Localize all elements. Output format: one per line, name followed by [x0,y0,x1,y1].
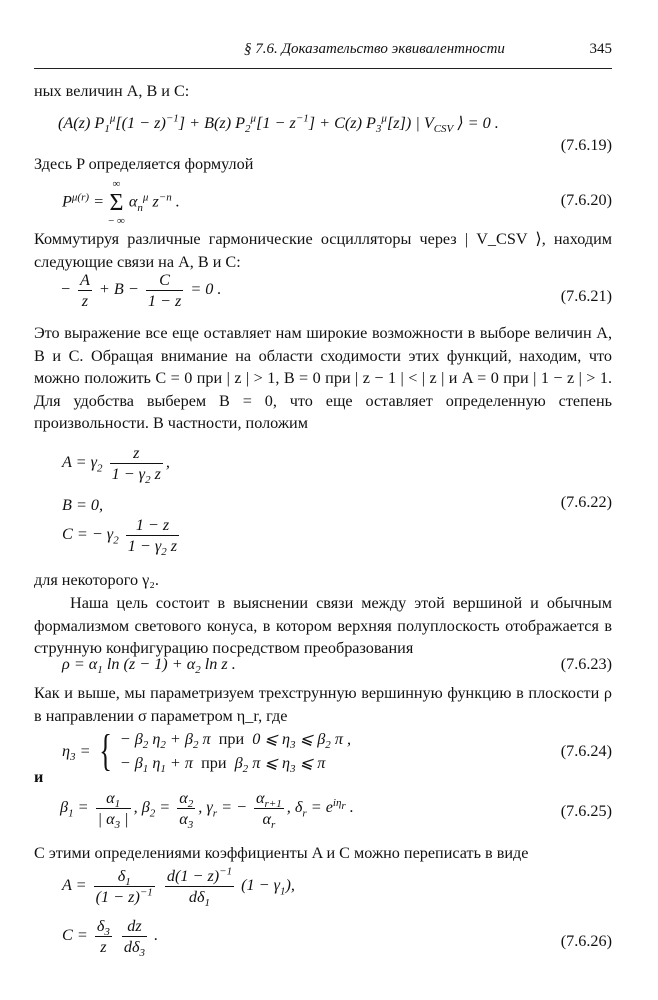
equation-7-6-22-b: B = 0, [62,496,104,514]
paragraph-3: Коммутируя различные гармонические осцилляторы через | V_CSV ⟩, находим следующие связи на A, B и C: [34,230,612,271]
equation-7-6-19: (A(z) $P_1^\mu[(1 - z)^{-1}] + B(z) P_2^\mu[1 - z^{-1}] + C(z)$ $P_3^\mu[z]$) | $V_{CSV}$ ⟩ = 0 . [58,112,499,136]
equation-7-6-26-b: C = $\frac{\delta_3}{z}$ $\frac{dz}{d\delta_3}$ . [62,917,159,960]
equation-7-6-22-c: C = − $\gamma_2$ $\frac{1 - z}{1 - \gamma_2 z}$ [62,516,178,559]
equation-number: (7.6.25) [560,802,612,820]
equation-7-6-24: $\eta_3$ = { − $\beta_2$ $\eta_2 + \beta_2$ π при 0 ⩽ $\eta_3$ ⩽ $\beta_2$ π , − $\beta_1$ $\eta_1 + \pi$ при $\beta_2$ π ⩽ $\eta_3$ ⩽ π [62,725,352,776]
paragraph-8: и [34,768,44,786]
paragraph-9: С этими определениями коэффициенты A и C можно переписать в виде [34,844,529,862]
running-head: § 7.6. Доказательство эквивалентности [244,41,505,57]
equation-7-6-26-a: A = $\frac{\delta_1}{(1 - z)^{-1}}$ $\frac{d(1 - z)^{-1}}{d\delta_1}$ $(1 - \gamma_1)$, [62,865,295,910]
page-number: 345 [589,41,612,57]
paragraph-6: Наша цель состоит в выяснении связи между этой вершиной и обычным формализмом светового конуса, в котором верхняя полуплоскость отображается в струнную конфигурацию посредством преобразования [34,594,612,657]
equation-7-6-20: $P^{\mu(r)}$ = ∞ Σ − ∞ $\alpha_n^\mu$ $z^{-n}$ . [62,178,180,227]
page-header [34,38,612,69]
paragraph-1: ных величин A, B и C: [34,82,190,100]
paragraph-2: Здесь P определяется формулой [34,155,254,173]
equation-number: (7.6.19) [560,136,612,154]
paragraph-7: Как и выше, мы параметризуем трехструнную вершинную функцию в плоскости ρ в направлении σ параметром η_r, где [34,684,612,725]
equation-7-6-23: $\rho = \alpha_1$ $\ln (z - 1) + \alpha_2$ ln z . [62,655,236,677]
equation-number: (7.6.24) [560,742,612,760]
equation-number: (7.6.23) [560,655,612,673]
equation-number: (7.6.26) [560,932,612,950]
equation-number: (7.6.22) [560,493,612,511]
paragraph-4: Это выражение все еще оставляет нам широкие возможности в выборе величин A, B и C. Обращая внимание на области сходимости этих функций, находим, что можно положить C = 0 при | z | > 1, B = 0 при | z − 1 | < | z | и A = 0 при | 1 − z | > 1. Для удобства выберем B = 0, что еще оставляет определенную степень произвольности. В частности, положим [34,324,612,432]
paragraph-5: для некоторого γ₂. [34,571,159,589]
equation-7-6-21: − $\frac{A}{z}$ + B − $\frac{C}{1 - z}$ = 0 . [60,271,222,310]
equation-7-6-25: $\beta_1$ = $\frac{\alpha_1}{| \alpha_3 |}$ , $\beta_2$ = $\frac{\alpha_2}{\alpha_3}$ , $\gamma_r$ = − $\frac{\alpha_{r+1}}{\alpha_r}$ , $\delta_r = e^{i\eta_r}$ . [60,789,354,832]
equation-number: (7.6.20) [560,191,612,209]
equation-number: (7.6.21) [560,287,612,305]
equation-7-6-22-a: $A = \gamma_2$ $\frac{z}{1 - \gamma_2 z}$ , [62,444,170,487]
